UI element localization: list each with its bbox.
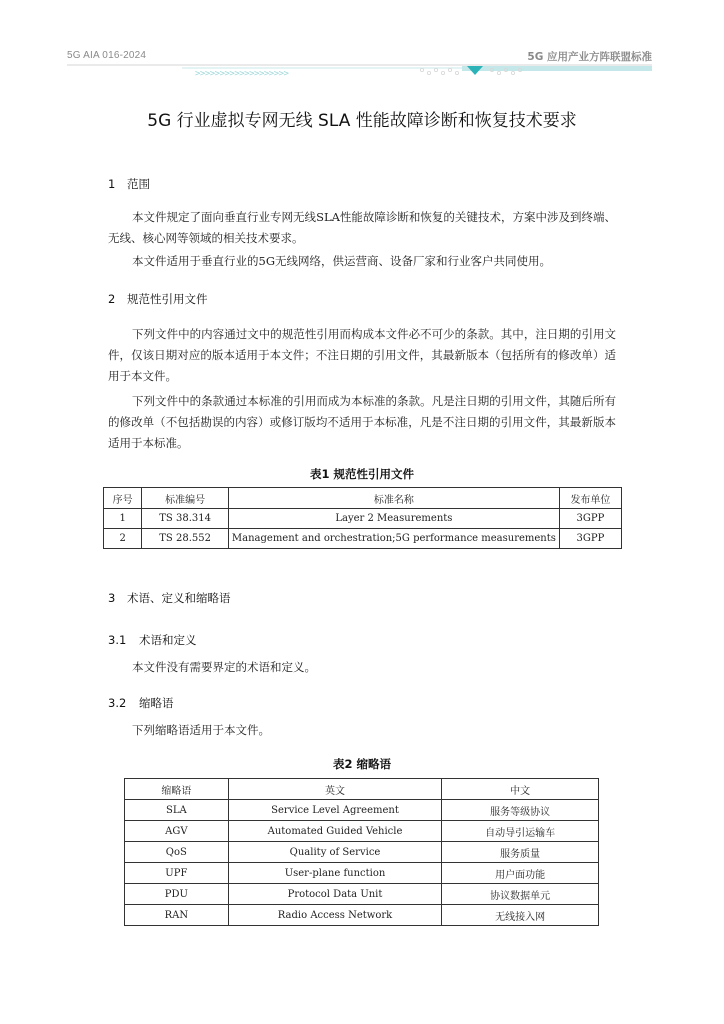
table-header-cell: 标准名称 (228, 488, 559, 509)
table-cell: TS 38.314 (142, 509, 229, 529)
table-row (125, 821, 599, 842)
table-2-header-row (125, 779, 599, 800)
table-2-caption: 表2 缩略语 (332, 757, 391, 771)
table-cell: 协议数据单元 (442, 884, 599, 905)
table-cell: Quality of Service (228, 842, 442, 863)
table-header-cell: 发布单位 (559, 488, 621, 509)
section-number: 3.1 (108, 633, 127, 647)
table-cell: 服务质量 (442, 842, 599, 863)
table-row (125, 884, 599, 905)
header-decoration (67, 64, 652, 80)
table-cell: 3GPP (559, 509, 621, 529)
section-1-heading (108, 176, 150, 192)
table-cell: SLA (125, 800, 229, 821)
section-1-para-2: 本文件适用于垂直行业的5G无线网络，供运营商、设备厂家和行业客户共同使用。 (132, 254, 551, 268)
table-row (104, 529, 622, 549)
table-cell: UPF (125, 863, 229, 884)
section-2-para-2: 下列文件中的条款通过本标准的引用而成为本标准的条款。凡是注日期的引用文件，其随后所有的修改单（不包括勘误的内容）或修订版均不适用于本标准，凡是不注日期的引用文件，其最新版本适用于本标准。 (108, 394, 616, 450)
table-cell: 无线接入网 (442, 905, 599, 926)
table-row (104, 509, 622, 529)
table-cell: QoS (125, 842, 229, 863)
section-number: 3.2 (108, 696, 127, 710)
table-cell: Protocol Data Unit (228, 884, 442, 905)
table-cell: Service Level Agreement (228, 800, 442, 821)
section-title: 规范性引用文件 (127, 292, 208, 306)
table-cell: 服务等级协议 (442, 800, 599, 821)
table-cell: Radio Access Network (228, 905, 442, 926)
table-1 (103, 487, 622, 549)
document-title: 5G 行业虚拟专网无线 SLA 性能故障诊断和恢复技术要求 (147, 111, 577, 131)
table-header-cell: 标准编号 (142, 488, 229, 509)
table-cell: AGV (125, 821, 229, 842)
header-doc-number: 5G AIA 016-2024 (67, 50, 147, 61)
table-header-cell: 缩略语 (125, 779, 229, 800)
section-title: 术语、定义和缩略语 (127, 591, 231, 605)
table-cell: 自动导引运输车 (442, 821, 599, 842)
table-cell: TS 28.552 (142, 529, 229, 549)
header-chevrons: >>>>>>>>>>>>>>>>>>> (195, 69, 289, 79)
table-cell: User-plane function (228, 863, 442, 884)
table-cell: 用户面功能 (442, 863, 599, 884)
table-header-cell: 英文 (228, 779, 442, 800)
table-cell: 3GPP (559, 529, 621, 549)
section-number: 1 (108, 177, 116, 191)
section-title: 缩略语 (139, 696, 174, 710)
section-3-2-heading (108, 695, 174, 711)
section-2-heading (108, 291, 208, 307)
table-cell: 1 (104, 509, 142, 529)
table-row (125, 800, 599, 821)
section-3-1-para: 本文件没有需要界定的术语和定义。 (132, 660, 316, 674)
table-cell: PDU (125, 884, 229, 905)
section-3-2-para: 下列缩略语适用于本文件。 (132, 723, 270, 737)
section-title: 术语和定义 (139, 633, 197, 647)
table-2 (124, 778, 599, 926)
section-title: 范围 (127, 177, 150, 191)
section-2-para-1: 下列文件中的内容通过文中的规范性引用而构成本文件必不可少的条款。其中，注日期的引用文件，仅该日期对应的版本适用于本文件；不注日期的引用文件，其最新版本（包括所有的修改单）适用于本文件。 (108, 327, 616, 383)
table-row (125, 863, 599, 884)
section-3-1-heading (108, 632, 197, 648)
section-3-heading (108, 590, 231, 606)
section-number: 3 (108, 591, 116, 605)
table-cell: Layer 2 Measurements (228, 509, 559, 529)
table-header-cell: 中文 (442, 779, 599, 800)
table-cell: Automated Guided Vehicle (228, 821, 442, 842)
table-header-cell: 序号 (104, 488, 142, 509)
section-number: 2 (108, 292, 116, 306)
table-cell: 2 (104, 529, 142, 549)
header-standard-name: 5G 应用产业方阵联盟标准 (527, 51, 652, 63)
table-cell: RAN (125, 905, 229, 926)
table-row (125, 905, 599, 926)
section-1-para-1: 本文件规定了面向垂直行业专网无线SLA性能故障诊断和恢复的关键技术，方案中涉及到终端、无线、核心网等领域的相关技术要求。 (108, 210, 616, 245)
table-1-caption: 表1 规范性引用文件 (309, 467, 414, 481)
table-cell: Management and orchestration;5G performance measurements (228, 529, 559, 549)
table-row (125, 842, 599, 863)
table-1-header-row (104, 488, 622, 509)
